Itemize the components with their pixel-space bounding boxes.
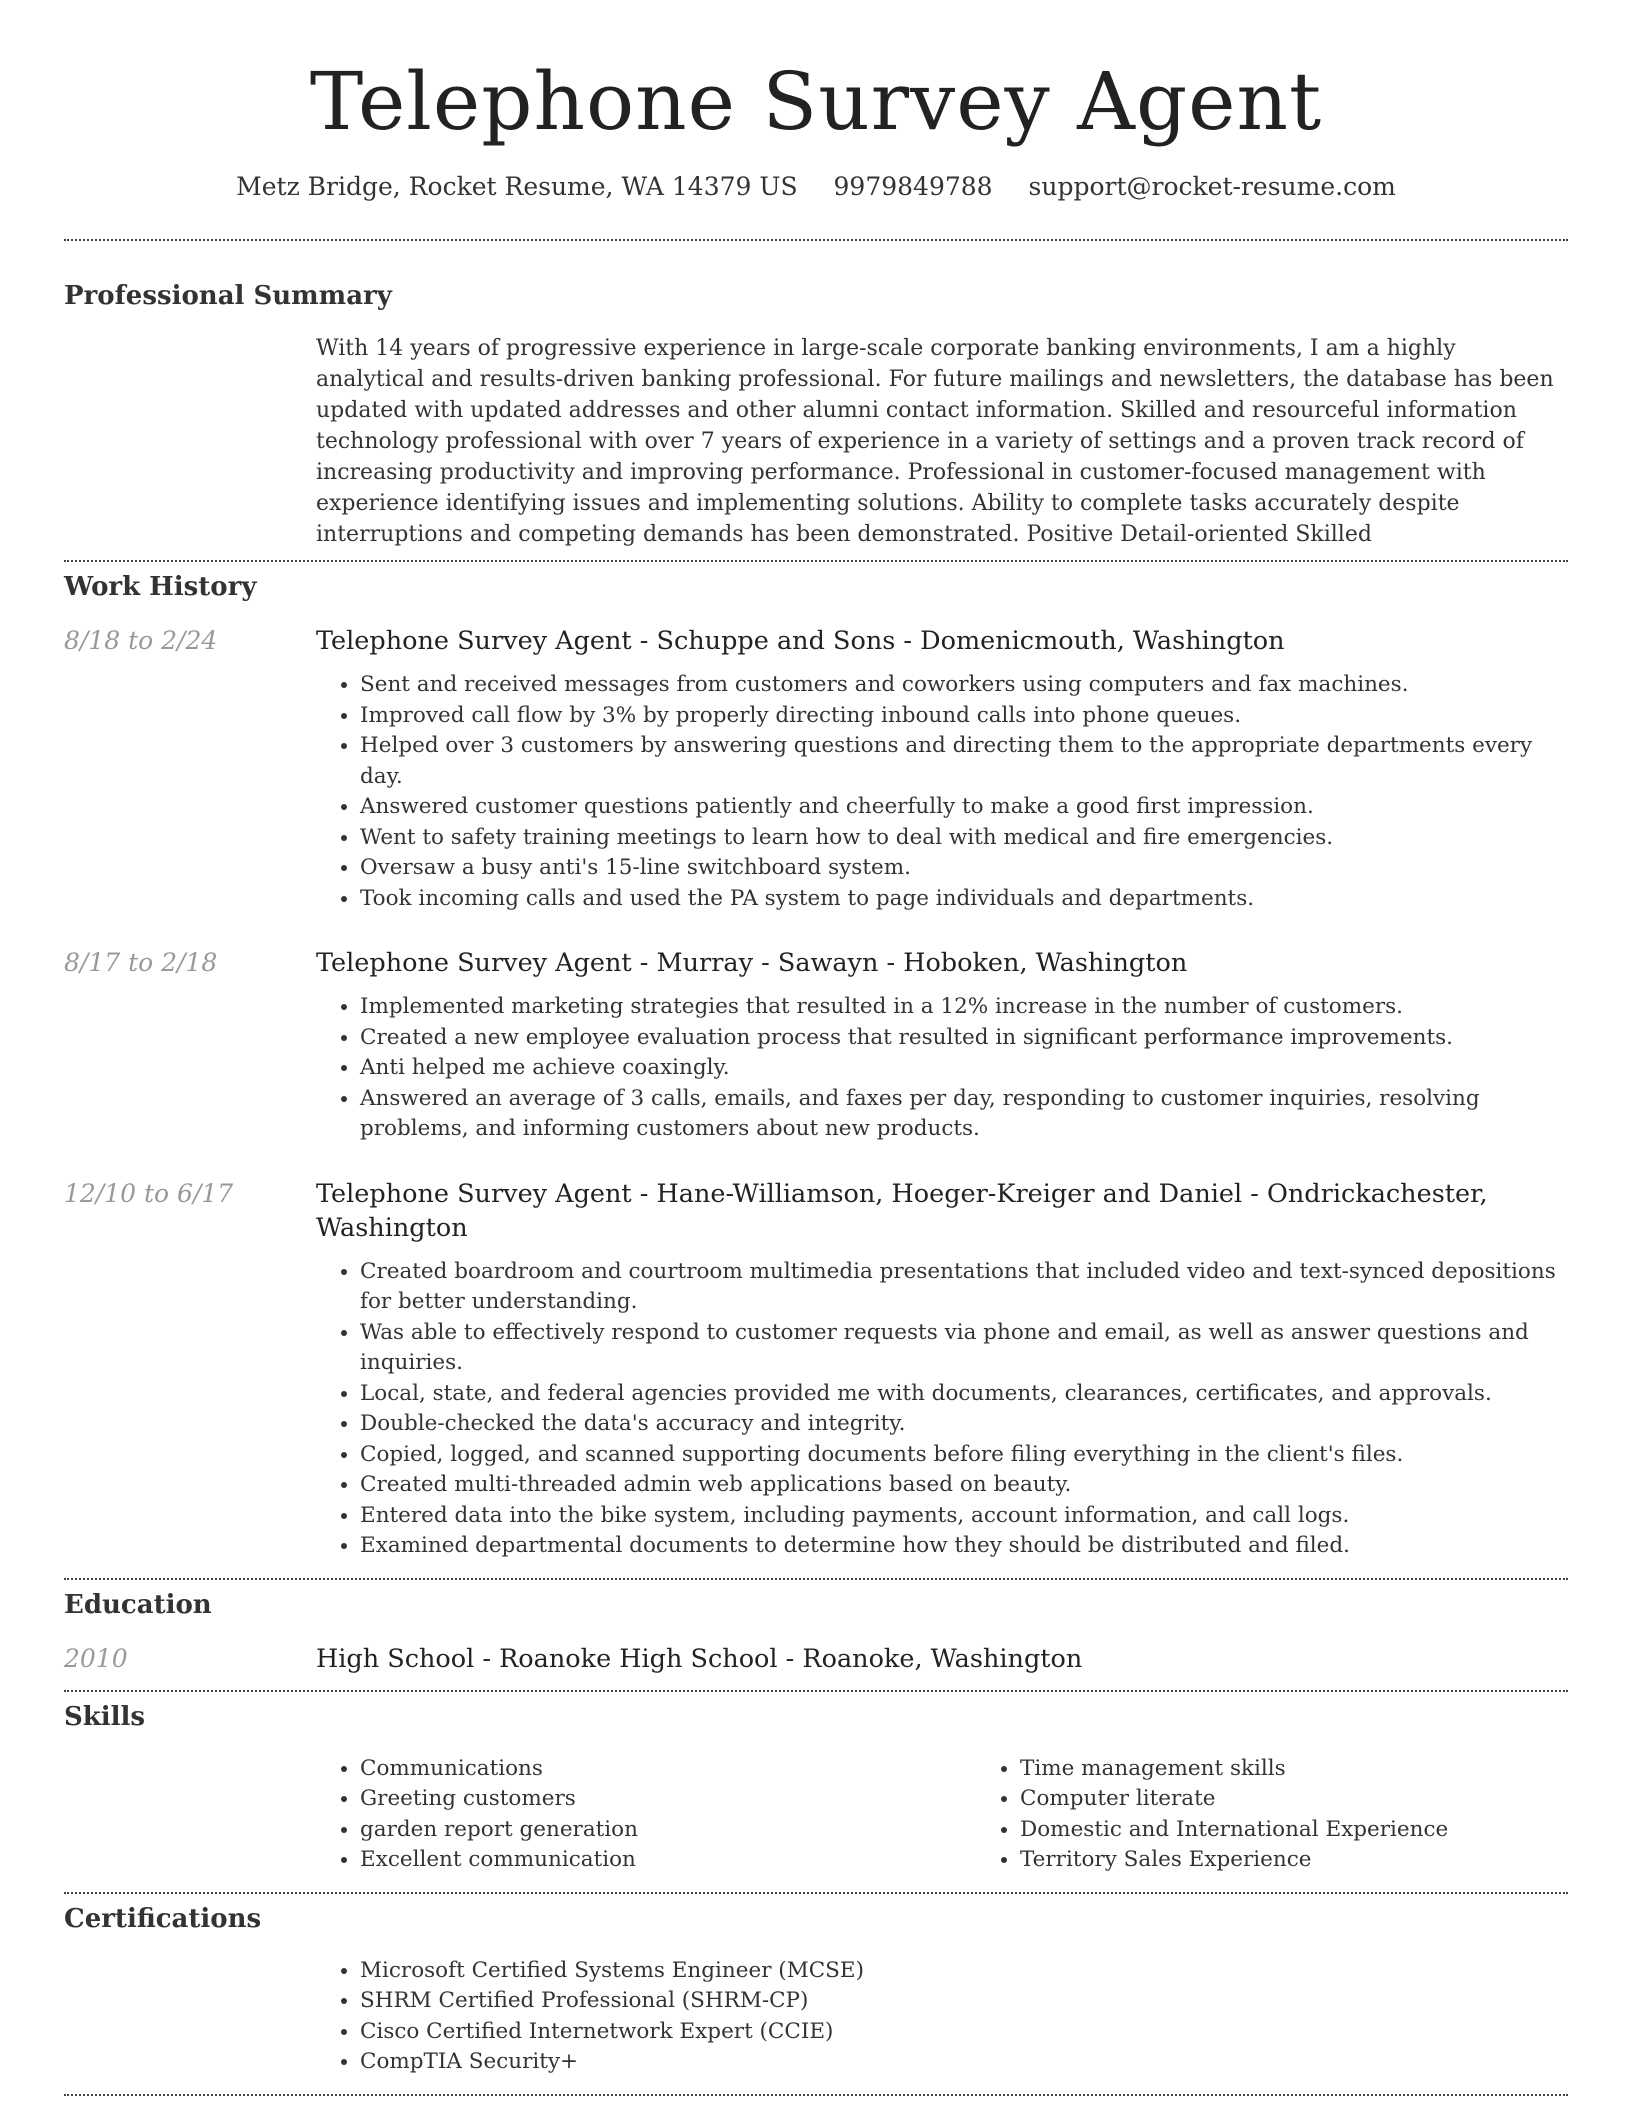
list-item: • Domestic and International Experience (1020, 1815, 1632, 1846)
list-item: • Helped over 3 customers by answering questions and directing them to the appropriate departments every day. (360, 731, 1568, 792)
list-item: • Computer literate (1020, 1784, 1632, 1815)
section-title-summary: Professional Summary (64, 281, 392, 311)
candidate-name: Telephone Survey Agent (309, 55, 1323, 148)
education-heading: High School - Roanoke High School - Roanoke, Washington (316, 1643, 1083, 1674)
certifications-section (0, 1894, 1632, 2078)
list-item: • Time management skills (1020, 1754, 1632, 1785)
list-item: • Territory Sales Experience (1020, 1845, 1632, 1876)
job-bullets (316, 992, 1568, 1145)
job-entry (64, 946, 1568, 1145)
list-item: • Answered customer questions patiently and cheerfully to make a good first impression. (360, 792, 1568, 823)
skills-list-left (316, 1754, 976, 1876)
list-item: • CompTIA Security+ (360, 2047, 1568, 2078)
list-item: • Anti helped me achieve coaxingly. (360, 1053, 1568, 1084)
job-heading: Telephone Survey Agent - Murray - Sawayn - Hoboken, Washington (316, 948, 1188, 978)
job-heading: Telephone Survey Agent - Hane-Williamson, Hoeger-Kreiger and Daniel - Ondrickachester, Washington (316, 1178, 1488, 1243)
list-item: • Created boardroom and courtroom multimedia presentations that included video and text-synced depositions for better understanding. (360, 1257, 1568, 1318)
education-year: 2010 (64, 1643, 128, 1673)
job-entry (64, 1177, 1568, 1562)
list-item: • Sent and received messages from customers and coworkers using computers and fax machines. (360, 670, 1568, 701)
job-dates: 8/17 to 2/18 (64, 948, 218, 977)
contact-line (0, 172, 1632, 201)
job-dates: 12/10 to 6/17 (64, 1178, 234, 1208)
summary-section (0, 241, 1632, 550)
resume-header (0, 0, 1632, 201)
section-title-skills: Skills (64, 1701, 146, 1732)
list-item: • Excellent communication (360, 1845, 976, 1876)
list-item: • Took incoming calls and used the PA system to page individuals and departments. (360, 884, 1568, 915)
list-item: • garden report generation (360, 1815, 976, 1846)
job-bullets (316, 670, 1568, 914)
education-entry (64, 1642, 1568, 1676)
section-title-education: Education (64, 1589, 212, 1620)
education-section (0, 1580, 1632, 1676)
phone: 9979849788 (833, 172, 993, 201)
certifications-list (316, 1956, 1568, 2078)
list-item: • Microsoft Certified Systems Engineer (MCSE) (360, 1956, 1568, 1987)
list-item: • Created a new employee evaluation process that resulted in significant performance improvements. (360, 1023, 1568, 1054)
job-heading: Telephone Survey Agent - Schuppe and Sons - Domenicmouth, Washington (316, 626, 1285, 656)
work-history-section (0, 562, 1632, 1562)
skills-section (0, 1692, 1632, 1876)
list-item: • Copied, logged, and scanned supporting documents before filing everything in the client's files. (360, 1440, 1568, 1471)
list-item: • Examined departmental documents to determine how they should be distributed and filed. (360, 1531, 1568, 1562)
list-item: • Entered data into the bike system, including payments, account information, and call logs. (360, 1501, 1568, 1532)
list-item: • Answered an average of 3 calls, emails, and faxes per day, responding to customer inquiries, resolving problems, and informing customers about new products. (360, 1084, 1568, 1145)
skills-list-right (976, 1754, 1632, 1876)
list-item: • Was able to effectively respond to customer requests via phone and email, as well as answer questions and inquiries. (360, 1318, 1568, 1379)
list-item: • Local, state, and federal agencies provided me with documents, clearances, certificates, and approvals. (360, 1379, 1568, 1410)
address: Metz Bridge, Rocket Resume, WA 14379 US (236, 172, 798, 201)
list-item: • Cisco Certified Internetwork Expert (CCIE) (360, 2017, 1568, 2048)
summary-text: With 14 years of progressive experience in large-scale corporate banking environments, I am a highly analytical and results-driven banking professional. For future mailings and newsletters, the database has been updated with updated addresses and other alumni contact information. Skilled and resourceful information technology professional with over 7 years of experience in a variety of settings and a proven track record of increasing productivity and improving performance. Professional in customer-focused management with experience identifying issues and implementing solutions. Ability to complete tasks accurately despite interruptions and competing demands has been demonstrated. Positive Detail-oriented Skilled (316, 336, 1554, 547)
list-item: • Improved call flow by 3% by properly directing inbound calls into phone queues. (360, 701, 1568, 732)
list-item: • Double-checked the data's accuracy and integrity. (360, 1409, 1568, 1440)
list-item: • Greeting customers (360, 1784, 976, 1815)
section-title-work-history: Work History (64, 572, 257, 602)
email: support@rocket-resume.com (1028, 172, 1396, 201)
job-entry (64, 624, 1568, 914)
list-item: • Communications (360, 1754, 976, 1785)
list-item: • Implemented marketing strategies that resulted in a 12% increase in the number of customers. (360, 992, 1568, 1023)
job-dates: 8/18 to 2/24 (64, 626, 218, 655)
list-item: • Created multi-threaded admin web applications based on beauty. (360, 1470, 1568, 1501)
list-item: • Went to safety training meetings to learn how to deal with medical and fire emergencies. (360, 823, 1568, 854)
divider (64, 2094, 1568, 2096)
job-bullets (316, 1257, 1568, 1562)
list-item: • Oversaw a busy anti's 15-line switchboard system. (360, 853, 1568, 884)
list-item: • SHRM Certified Professional (SHRM-CP) (360, 1986, 1568, 2017)
section-title-certifications: Certifications (64, 1903, 262, 1934)
